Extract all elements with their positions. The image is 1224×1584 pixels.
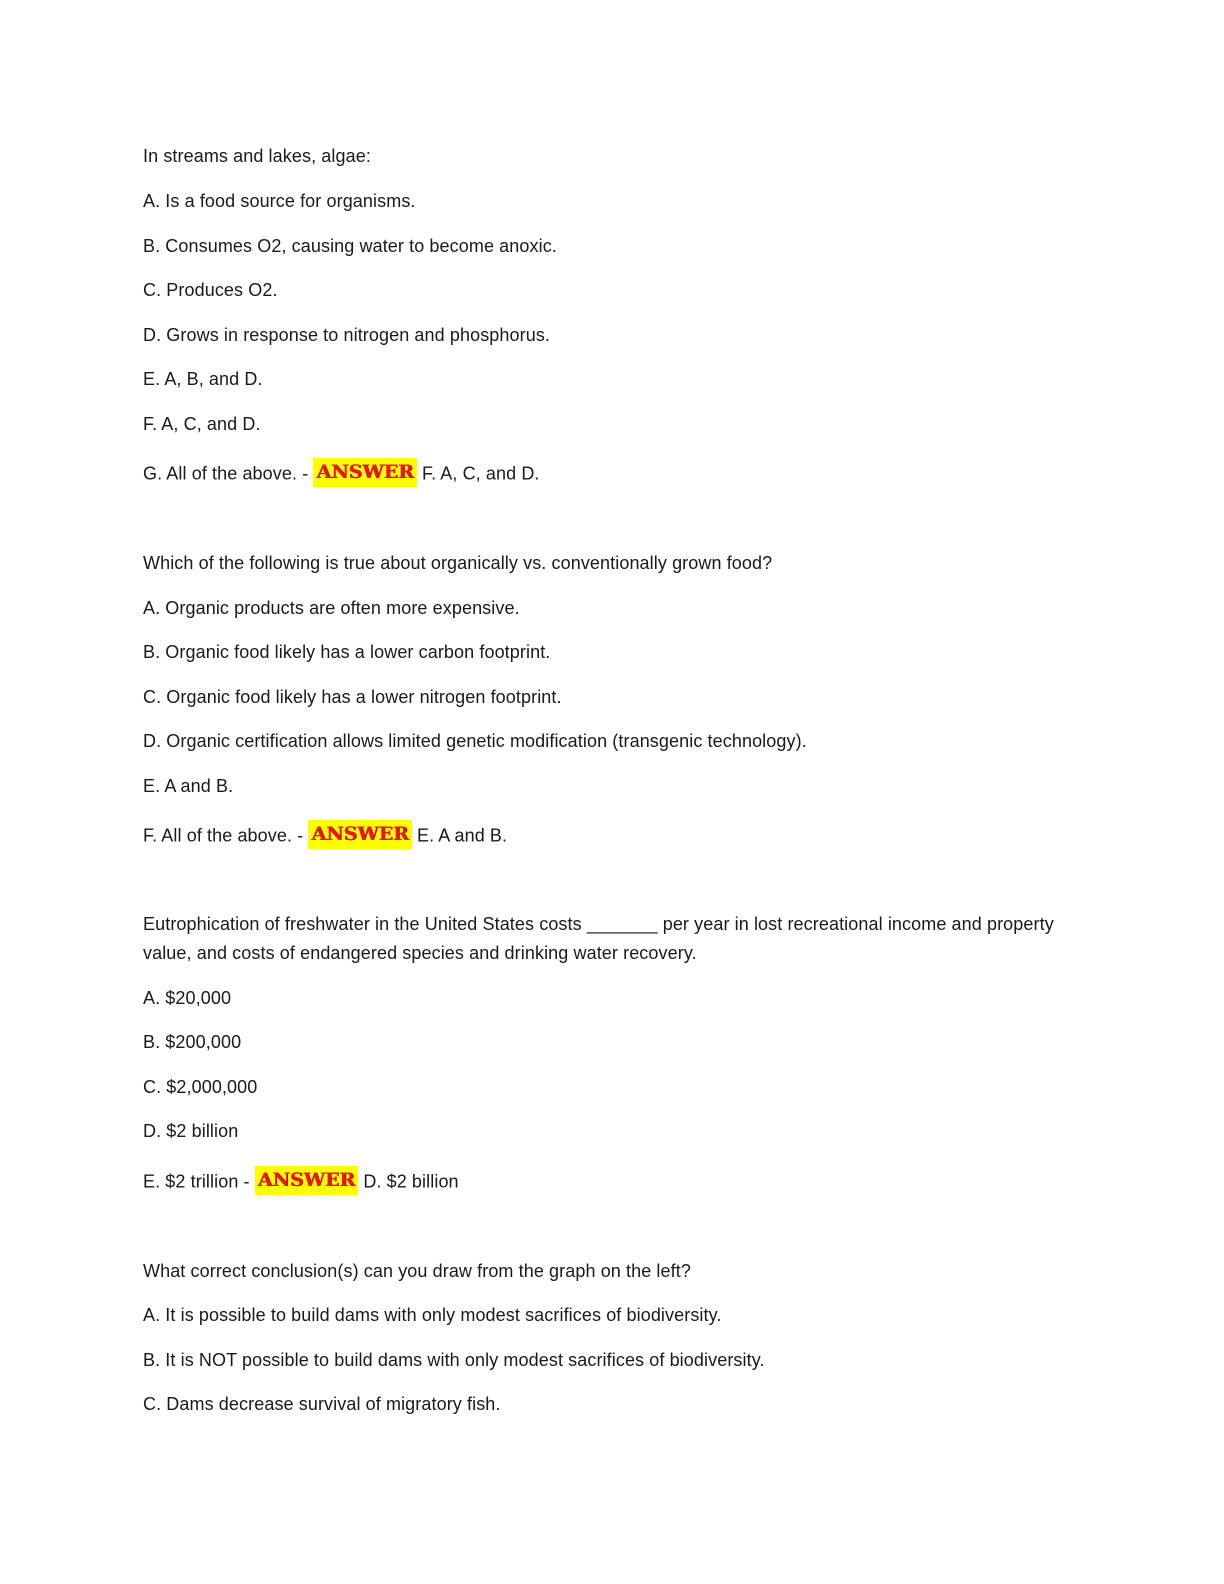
question-2-option-b: B. Organic food likely has a lower carbon footprint. <box>143 642 551 662</box>
question-3-option-a: A. $20,000 <box>143 988 232 1008</box>
question-2-option-e: E. A and B. <box>143 776 234 796</box>
question-1-option-f: F. A, C, and D. <box>143 414 261 434</box>
question-1-answer-line <box>143 462 540 487</box>
question-1-option-b: B. Consumes O2, causing water to become anoxic. <box>143 236 557 256</box>
answer-highlight: ANSWER <box>313 458 416 487</box>
question-3-option-d: D. $2 billion <box>143 1121 239 1141</box>
question-4-prompt: What correct conclusion(s) can you draw from the graph on the left? <box>143 1261 691 1281</box>
question-1-option-g: G. All of the above. - <box>143 463 309 484</box>
question-2-answer-text: E. A and B. <box>416 825 508 846</box>
question-3-answer-line <box>143 1170 459 1195</box>
answer-highlight: ANSWER <box>308 820 411 849</box>
question-2-prompt: Which of the following is true about organically vs. conventionally grown food? <box>143 553 773 573</box>
question-4-option-c: C. Dams decrease survival of migratory fish. <box>143 1394 501 1414</box>
question-3-prompt: Eutrophication of freshwater in the United States costs _______ per year in lost recreational income and property value, and costs of endangered species and drinking water recovery. <box>143 914 1054 963</box>
answer-highlight: ANSWER <box>255 1166 358 1195</box>
question-2-answer-line <box>143 824 507 849</box>
question-1-option-e: E. A, B, and D. <box>143 369 263 389</box>
question-2-option-c: C. Organic food likely has a lower nitrogen footprint. <box>143 687 562 707</box>
question-1-option-a: A. Is a food source for organisms. <box>143 191 416 211</box>
question-1-prompt: In streams and lakes, algae: <box>143 146 371 166</box>
question-2-option-d: D. Organic certification allows limited genetic modification (transgenic technology). <box>143 731 807 751</box>
question-1-option-c: C. Produces O2. <box>143 280 278 300</box>
question-1-answer-text: F. A, C, and D. <box>421 463 540 484</box>
question-4-option-a: A. It is possible to build dams with only modest sacrifices of biodiversity. <box>143 1305 722 1325</box>
question-4-option-b: B. It is NOT possible to build dams with only modest sacrifices of biodiversity. <box>143 1350 765 1370</box>
question-3-option-c: C. $2,000,000 <box>143 1077 258 1097</box>
question-2-option-f: F. All of the above. - <box>143 825 304 846</box>
question-2-option-a: A. Organic products are often more expensive. <box>143 598 520 618</box>
question-1-option-d: D. Grows in response to nitrogen and phosphorus. <box>143 325 551 345</box>
question-3-option-e: E. $2 trillion - <box>143 1171 250 1192</box>
question-3-option-b: B. $200,000 <box>143 1032 242 1052</box>
question-3-answer-text: D. $2 billion <box>363 1171 459 1192</box>
